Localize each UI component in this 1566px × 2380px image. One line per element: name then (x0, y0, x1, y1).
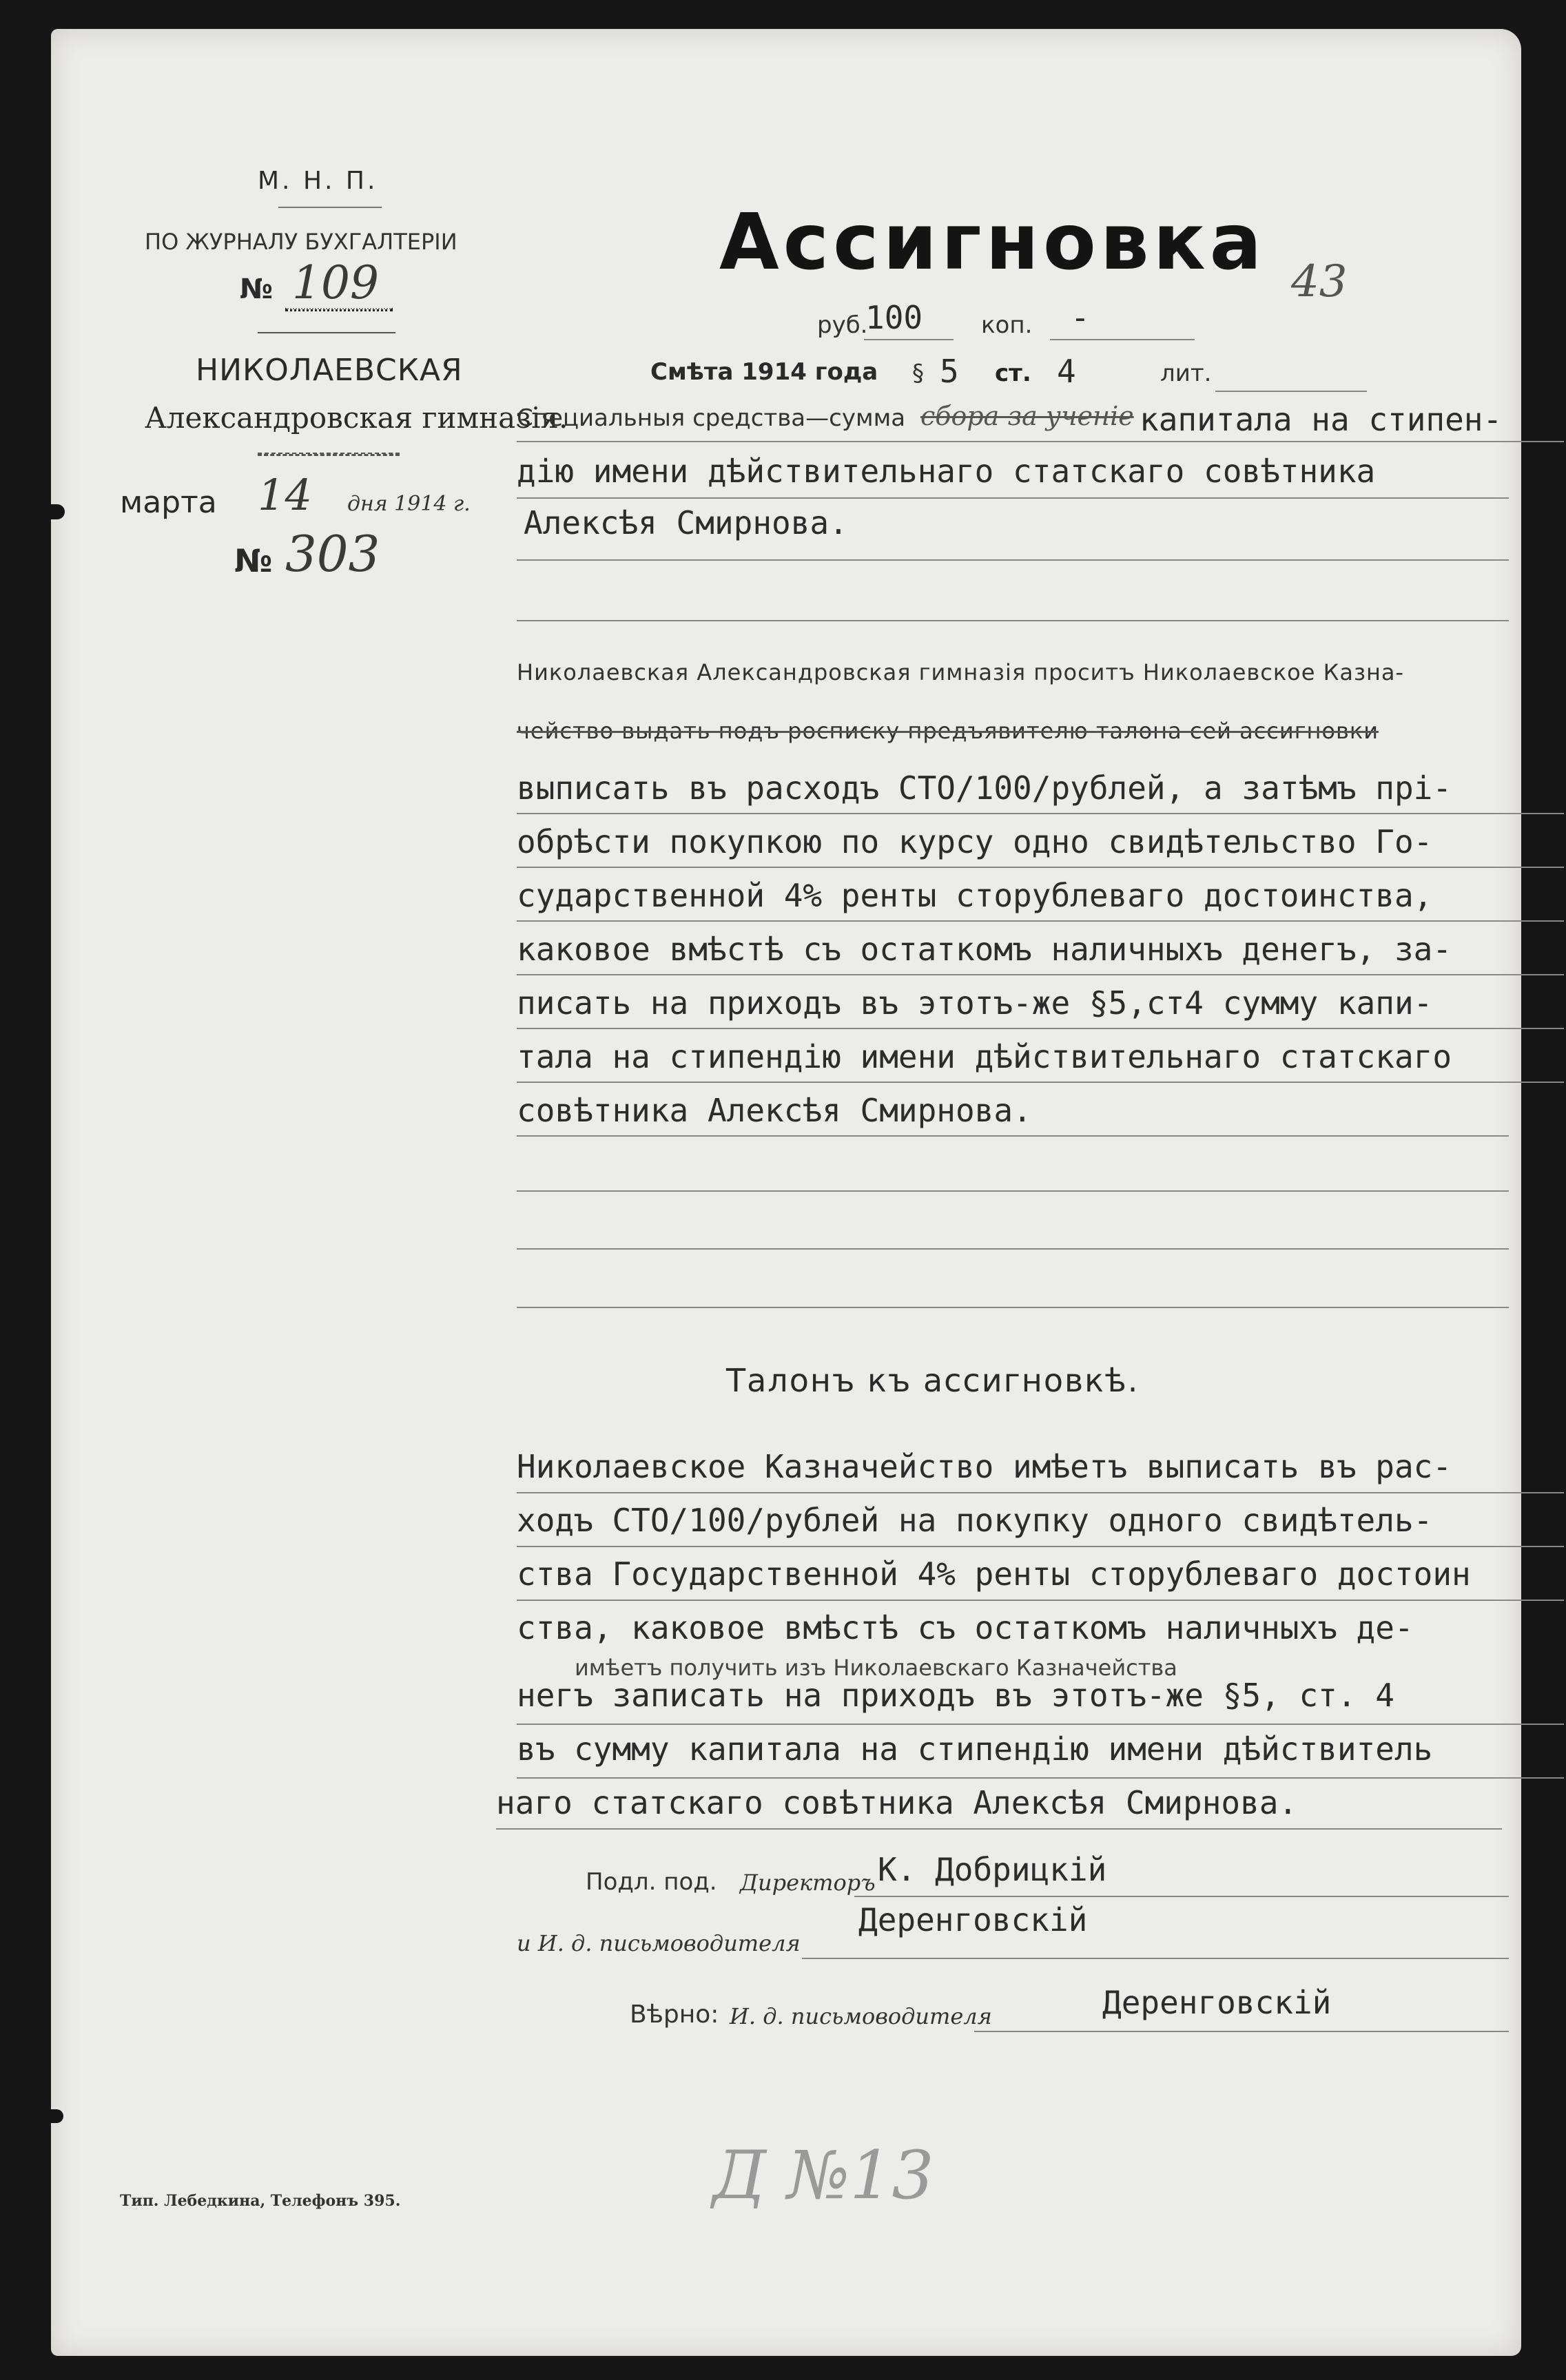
purpose-rule-1 (517, 441, 1564, 442)
document-title: Ассигновка (719, 198, 1266, 287)
margin-number: 43 (1291, 256, 1348, 307)
binding-notch-top (51, 504, 65, 519)
journal-no-value: 109 (292, 256, 379, 309)
kop-line (1050, 339, 1195, 340)
director-name: К. Добрицкій (878, 1851, 1107, 1888)
lit-line (1215, 391, 1367, 392)
ornament-rule-2 (258, 453, 400, 456)
purpose-line2: дію имени дѣйствительнаго статскаго совѣтника (517, 453, 1376, 490)
ornament-rule-1 (258, 332, 395, 333)
request-rule-10 (517, 1307, 1509, 1308)
request-line-4: каковое вмѣстѣ съ остаткомъ наличныхъ денегъ, за- (517, 931, 1452, 968)
request-rule-8 (517, 1190, 1509, 1192)
journal-label: ПО ЖУРНАЛУ БУХГАЛТЕРІИ (145, 229, 457, 255)
clerk-label: и И. д. письмоводителя (517, 1930, 801, 1956)
archive-mark: Д №13 (712, 2137, 934, 2214)
purpose-line1: капитала на стипен- (1140, 401, 1503, 438)
verified-line (974, 2031, 1509, 2032)
request-line-6: тала на стипендію имени дѣйствительнаго статскаго (517, 1038, 1452, 1075)
document-sheet (51, 29, 1521, 2356)
talon-line-6: въ сумму капитала на стипендію имени дѣйствитель (517, 1730, 1433, 1768)
request-line-2: обрѣсти покупкою по курсу одно свидѣтельство Го- (517, 823, 1433, 860)
verified-clerk-label: И. д. письмоводителя (730, 2003, 992, 2029)
date-suffix: дня 1914 г. (347, 492, 471, 516)
journal-no-label: № (240, 273, 274, 305)
request-rule-1 (517, 813, 1564, 814)
talon-line-4: ства, каковое вмѣстѣ съ остаткомъ наличныхъ де- (517, 1609, 1414, 1646)
request-rule-2 (517, 867, 1564, 868)
talon-rule-3 (517, 1600, 1564, 1601)
request-line-3: сударственной 4% ренты сторублеваго достоинства, (517, 877, 1433, 914)
lit-label: лит. (1160, 360, 1212, 387)
doc-no-label: № (234, 542, 273, 579)
rub-line (864, 339, 954, 340)
printer-imprint: Тип. Лебедкина, Телефонъ 395. (120, 2192, 401, 2210)
talon-line-2: ходъ СТО/100/рублей на покупку одного свидѣтель- (517, 1502, 1433, 1539)
institution-line1: НИКОЛАЕВСКАЯ (196, 353, 463, 388)
director-label: Директоръ (740, 1870, 876, 1896)
talon-rule-1 (517, 1492, 1564, 1493)
article-label: ст. (995, 360, 1031, 387)
binding-notch-bottom (51, 2109, 63, 2123)
purpose-struck: сбора за ученіе (920, 401, 1134, 431)
date-day: 14 (258, 470, 312, 520)
section-value: 5 (940, 353, 959, 390)
section-sign: § (912, 360, 924, 387)
kop-value: - (1071, 299, 1090, 336)
date-month: марта (120, 485, 217, 520)
purpose-rule-4 (517, 620, 1509, 621)
purpose-rule-3 (517, 559, 1509, 561)
request-rule-3 (517, 920, 1564, 922)
verified-name: Деренговскій (1102, 1984, 1332, 2021)
talon-rule-4 (517, 1724, 1564, 1725)
ministry-label: М. Н. П. (258, 167, 378, 195)
article-value: 4 (1057, 353, 1076, 390)
request-printed-line2: чейство выдать подъ росписку предъявителю талона сей ассигновки (517, 718, 1379, 744)
talon-heading: Талонъ къ ассигновкѣ. (726, 1362, 1140, 1399)
institution-line2: Александровская гимназія. (145, 401, 568, 435)
request-rule-5 (517, 1028, 1564, 1029)
request-line-5: писать на приходъ въ этотъ-же §5,ст4 сумму капи- (517, 984, 1433, 1022)
talon-printed-overlap: имѣетъ получить изъ Николаевскаго Казначейства (575, 1655, 1177, 1681)
purpose-line3: Алексѣя Смирнова. (524, 504, 848, 541)
request-rule-9 (517, 1248, 1509, 1250)
ministry-underline (278, 207, 382, 208)
request-rule-6 (517, 1082, 1564, 1083)
talon-line-5: негъ записать на приходъ въ этотъ-же §5, ст. 4 (517, 1677, 1394, 1714)
request-line-1: выписать въ расходъ СТО/100/рублей, а затѣмъ прі- (517, 769, 1452, 807)
talon-line-1: Николаевское Казначейство имѣетъ выписать въ рас- (517, 1448, 1452, 1485)
kop-label: коп. (981, 311, 1033, 339)
doc-no-value: 303 (285, 525, 380, 583)
request-rule-4 (517, 974, 1564, 975)
request-printed-line1: Николаевская Александровская гимназія проситъ Николаевское Казна- (517, 659, 1405, 685)
purpose-rule-2 (517, 497, 1509, 499)
talon-rule-5 (517, 1777, 1564, 1779)
verified-label: Вѣрно: (630, 2000, 719, 2029)
rub-value: 100 (865, 299, 923, 336)
director-line (854, 1896, 1509, 1897)
request-rule-7 (517, 1135, 1509, 1137)
clerk-name: Деренговскій (858, 1901, 1088, 1938)
rub-label: руб. (817, 311, 868, 339)
journal-no-line (285, 308, 393, 311)
request-line-7: совѣтника Алексѣя Смирнова. (517, 1092, 1032, 1129)
purpose-prefix: Специальныя средства—сумма (517, 404, 906, 432)
talon-rule-2 (517, 1546, 1564, 1547)
clerk-line (802, 1958, 1509, 1959)
signed-label: Подл. под. (586, 1868, 717, 1896)
talon-rule-6 (496, 1828, 1502, 1830)
estimate-label: Смѣта 1914 года (650, 358, 878, 386)
talon-line-3: ства Государственной 4% ренты сторублеваго достоин (517, 1555, 1471, 1593)
talon-line-7: наго статскаго совѣтника Алексѣя Смирнова. (496, 1784, 1298, 1821)
